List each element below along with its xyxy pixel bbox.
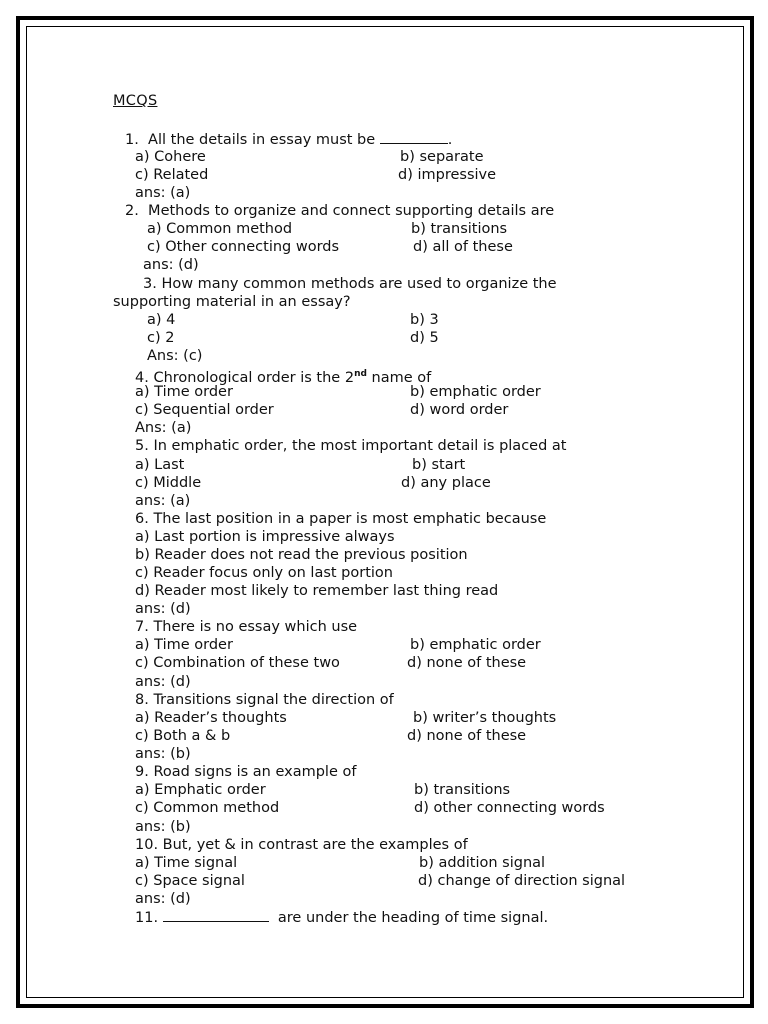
option-a: a) Common method bbox=[147, 221, 293, 237]
question-4-text: 4. Chronological order is the 2 bbox=[135, 369, 355, 386]
question-6: 6. The last position in a paper is most emphatic because bbox=[135, 511, 547, 527]
option-a: a) 4 bbox=[147, 312, 176, 328]
option-a: a) Time signal bbox=[135, 855, 238, 871]
ordinal-suffix: nd bbox=[354, 369, 367, 379]
option-b: b) transitions bbox=[411, 221, 508, 237]
question-1-text: 1. All the details in essay must be bbox=[125, 132, 380, 148]
question-1-end: . bbox=[447, 132, 453, 148]
question-4-text-end: name of bbox=[366, 369, 432, 386]
answer: ans: (a) bbox=[135, 185, 191, 201]
option-b: b) transitions bbox=[414, 782, 511, 798]
answer: ans: (d) bbox=[135, 601, 191, 617]
option-d: d) impressive bbox=[398, 167, 497, 183]
option-d: d) other connecting words bbox=[414, 800, 605, 816]
option-d: d) Reader most likely to remember last thing read bbox=[135, 583, 499, 599]
question-7: 7. There is no essay which use bbox=[135, 619, 358, 635]
option-a: a) Reader’s thoughts bbox=[135, 710, 287, 726]
option-b: b) emphatic order bbox=[410, 384, 541, 400]
option-d: d) none of these bbox=[407, 655, 527, 671]
option-b: b) start bbox=[412, 457, 466, 473]
option-d: d) word order bbox=[410, 402, 509, 418]
option-d: d) any place bbox=[401, 475, 491, 491]
option-c: c) Related bbox=[135, 167, 209, 183]
option-a: a) Cohere bbox=[135, 149, 206, 165]
answer-blank bbox=[380, 130, 448, 144]
question-3-cont: supporting material in an essay? bbox=[113, 294, 351, 310]
answer: ans: (d) bbox=[143, 257, 199, 273]
answer: ans: (d) bbox=[135, 891, 191, 907]
question-11-text: are under the heading of time signal. bbox=[268, 910, 549, 926]
answer-blank bbox=[163, 908, 269, 922]
question-9: 9. Road signs is an example of bbox=[135, 764, 357, 780]
question-1 bbox=[125, 130, 452, 149]
option-c: c) Sequential order bbox=[135, 402, 274, 418]
question-11 bbox=[135, 908, 548, 927]
option-c: c) Other connecting words bbox=[147, 239, 340, 255]
answer: Ans: (a) bbox=[135, 420, 192, 436]
option-a: a) Emphatic order bbox=[135, 782, 266, 798]
question-11-number: 11. bbox=[135, 910, 163, 926]
option-c: c) Space signal bbox=[135, 873, 245, 889]
option-b: b) addition signal bbox=[419, 855, 546, 871]
option-d: d) none of these bbox=[407, 728, 527, 744]
option-a: a) Last portion is impressive always bbox=[135, 529, 395, 545]
option-c: c) Middle bbox=[135, 475, 202, 491]
question-8: 8. Transitions signal the direction of bbox=[135, 692, 394, 708]
option-a: a) Last bbox=[135, 457, 185, 473]
question-2: 2. Methods to organize and connect supporting details are bbox=[125, 203, 555, 219]
option-a: a) Time order bbox=[135, 637, 233, 653]
option-b: b) Reader does not read the previous position bbox=[135, 547, 468, 563]
option-c: c) Combination of these two bbox=[135, 655, 340, 671]
option-c: c) 2 bbox=[147, 330, 175, 346]
option-a: a) Time order bbox=[135, 384, 233, 400]
option-b: b) emphatic order bbox=[410, 637, 541, 653]
answer: Ans: (c) bbox=[147, 348, 203, 364]
answer: ans: (d) bbox=[135, 674, 191, 690]
answer: ans: (b) bbox=[135, 819, 191, 835]
option-b: b) writer’s thoughts bbox=[413, 710, 557, 726]
option-d: d) all of these bbox=[413, 239, 513, 255]
option-d: d) 5 bbox=[410, 330, 439, 346]
answer: ans: (a) bbox=[135, 493, 191, 509]
page-heading: MCQS bbox=[113, 93, 158, 109]
option-c: c) Reader focus only on last portion bbox=[135, 565, 393, 581]
question-5: 5. In emphatic order, the most important detail is placed at bbox=[135, 438, 567, 454]
answer: ans: (b) bbox=[135, 746, 191, 762]
question-3: 3. How many common methods are used to organize the bbox=[143, 276, 557, 292]
question-10: 10. But, yet & in contrast are the examples of bbox=[135, 837, 468, 853]
option-b: b) 3 bbox=[410, 312, 439, 328]
option-c: c) Common method bbox=[135, 800, 280, 816]
option-c: c) Both a & b bbox=[135, 728, 231, 744]
option-d: d) change of direction signal bbox=[418, 873, 626, 889]
option-b: b) separate bbox=[400, 149, 484, 165]
